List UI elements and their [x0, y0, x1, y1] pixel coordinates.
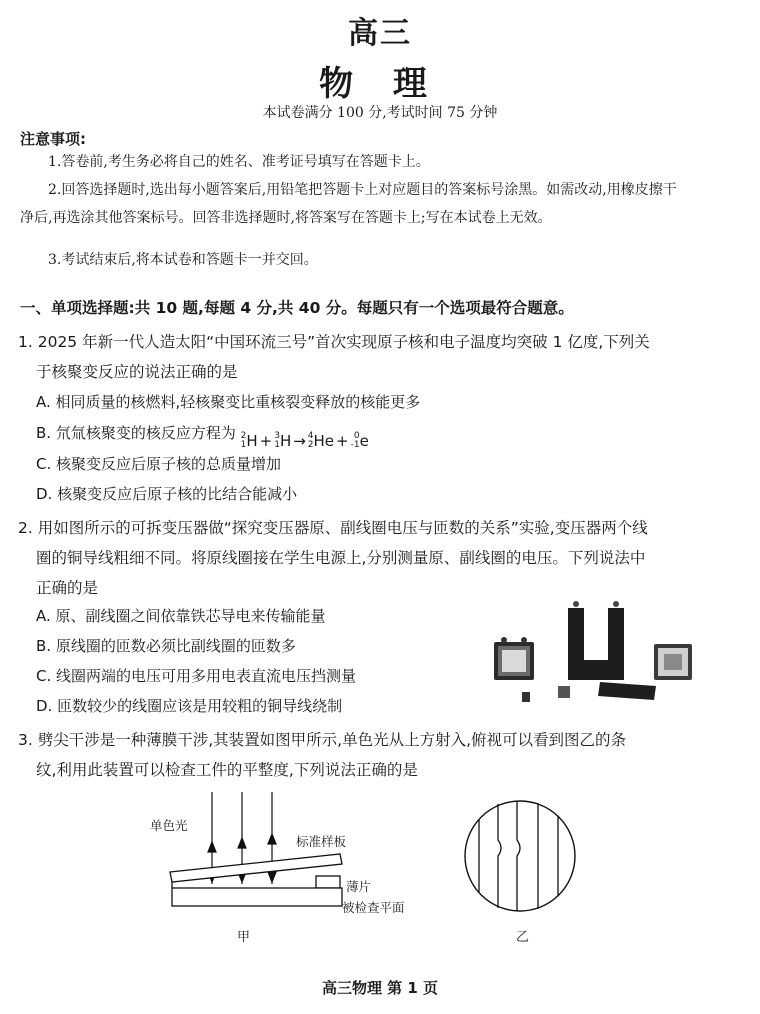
notice-item-3: 3.考试结束后,将本试卷和答题卡一并交回。 — [48, 252, 318, 268]
q2-option-d: D. 匝数较少的线圈应该是用较粗的铜导线绕制 — [36, 697, 343, 715]
q3-stem-line2: 纹,利用此装置可以检查工件的平整度,下列说法正确的是 — [36, 761, 418, 779]
exam-grade: 高三 — [348, 16, 412, 51]
q1-option-c: C. 核聚变反应后原子核的总质量增加 — [36, 455, 282, 473]
label-surface: 被检查平面 — [342, 900, 405, 915]
screw-icon — [522, 692, 530, 702]
coil-right-icon — [654, 644, 692, 680]
q1-stem-line2: 于核聚变反应的说法正确的是 — [36, 363, 238, 381]
caption-yi: 乙 — [516, 930, 530, 945]
q1-stem-line1: 1. 2025 年新一代人造太阳“中国环流三号”首次实现原子核和电子温度均突破 1 亿度,下列关 — [18, 333, 650, 351]
q1-option-b-prefix: B. 氘氚核聚变的核反应方程为 — [36, 424, 236, 442]
q2-option-a: A. 原、副线圈之间依靠铁芯导电来传输能量 — [36, 607, 326, 625]
label-plate: 标准样板 — [296, 834, 347, 849]
q1-option-a: A. 相同质量的核燃料,轻核聚变比重核裂变释放的核能更多 — [36, 393, 421, 411]
page-footer: 高三物理 第 1 页 — [321, 979, 439, 997]
q1-option-d: D. 核聚变反应后原子核的比结合能减小 — [36, 485, 298, 503]
clamp-icon — [558, 686, 570, 698]
label-light: 单色光 — [150, 818, 188, 833]
q2-option-b: B. 原线圈的匝数必须比副线圈的匝数多 — [36, 637, 296, 655]
exam-meta: 本试卷满分 100 分,考试时间 75 分钟 — [262, 105, 498, 121]
thin-sheet — [316, 876, 340, 888]
q2-stem-line3: 正确的是 — [36, 579, 99, 597]
test-surface — [172, 888, 342, 906]
notice-title: 注意事项: — [20, 130, 86, 148]
q2-stem-line1: 2. 用如图所示的可拆变压器做“探究变压器原、副线圈电压与匝数的关系”实验,变压器两个线 — [18, 519, 648, 537]
label-sheet: 薄片 — [346, 879, 372, 894]
q1-equation: 2 1 H + 3 1 H → 4 2 He + 0 -1 e — [240, 431, 369, 450]
figure-yi-fringes — [460, 796, 580, 920]
caption-jia: 甲 — [237, 930, 251, 945]
coil-left-icon — [494, 637, 534, 680]
transformer-photo — [488, 600, 708, 712]
notice-item-1: 1.答卷前,考生务必将自己的姓名、准考证号填写在答题卡上。 — [48, 154, 430, 170]
q2-stem-line2: 圈的铜导线粗细不同。将原线圈接在学生电源上,分别测量原、副线圈的电压。下列说法中 — [36, 549, 646, 567]
notice-item-2: 2.回答选择题时,选出每小题答案后,用铅笔把答题卡上对应题目的答案标号涂黑。如需改动,用橡皮擦干净后,再选涂其他答案标号。回答非选择题时,将答案写在答题卡上;写在本试卷上无效。 — [20, 182, 677, 226]
yoke-bar-icon — [598, 682, 656, 700]
q1-option-b — [36, 422, 369, 450]
section-title: 一、单项选择题:共 10 题,每题 4 分,共 40 分。每题只有一个选项最符合题意。 — [20, 299, 574, 317]
q3-stem-line1: 3. 劈尖干涉是一种薄膜干涉,其装置如图甲所示,单色光从上方射入,俯视可以看到图乙的条 — [18, 731, 626, 749]
q2-option-c: C. 线圈两端的电压可用多用电表直流电压挡测量 — [36, 667, 357, 685]
figure-jia-diagram — [160, 786, 360, 916]
exam-subject: 物 理 — [319, 64, 441, 104]
u-core-icon — [568, 601, 624, 680]
